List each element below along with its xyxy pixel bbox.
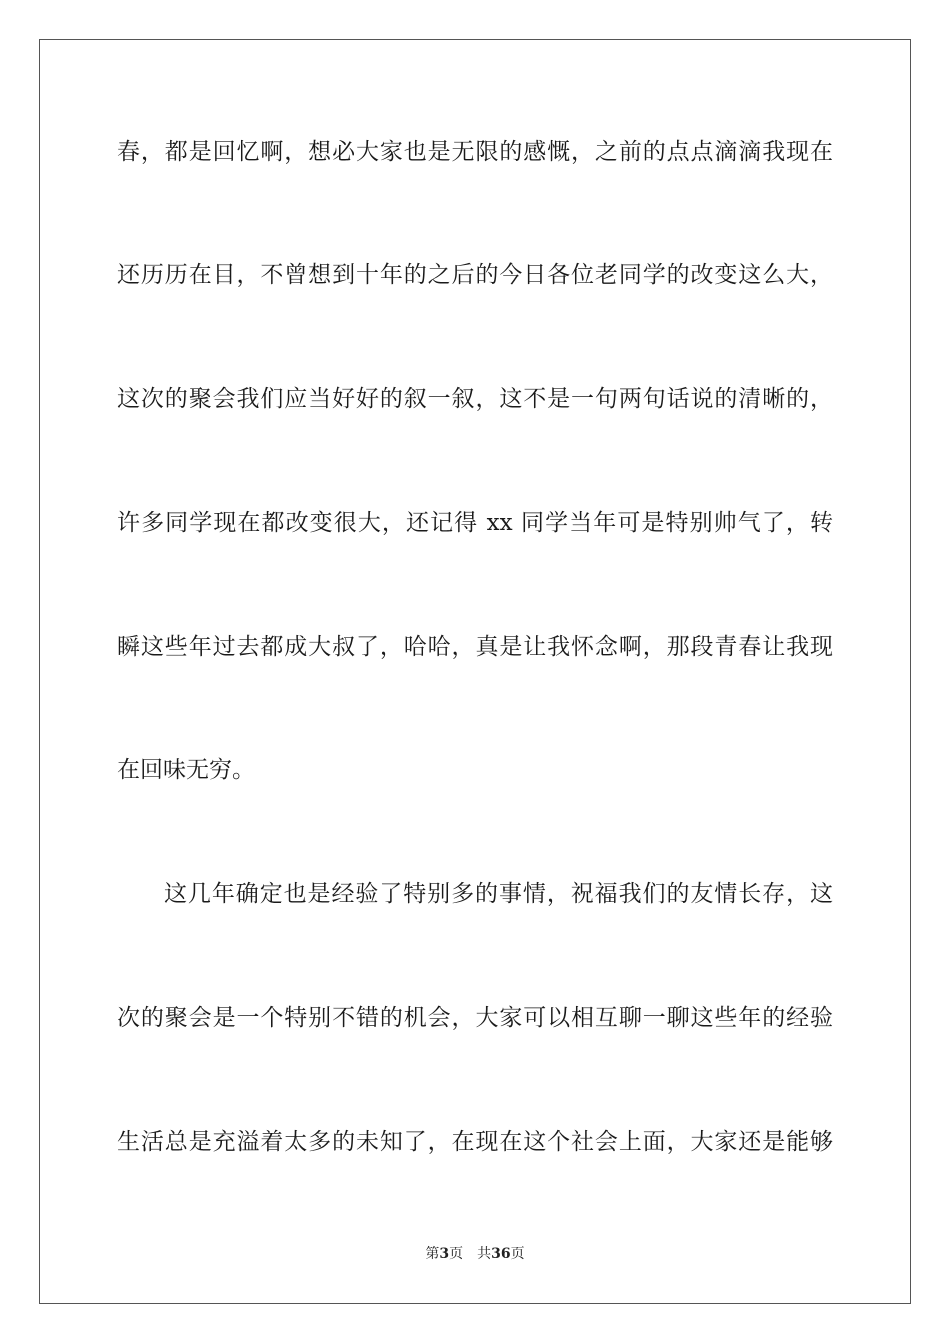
page-prefix: 第	[425, 1246, 440, 1262]
body-line-4: 许多同学现在都改变很大，还记得 xx 同学当年可是特别帅气了，转	[117, 510, 833, 536]
page-border	[39, 39, 911, 1304]
page-number: 3	[439, 1246, 450, 1262]
body-line-9: 生活总是充溢着太多的未知了，在现在这个社会上面，大家还是能够	[117, 1129, 833, 1155]
body-line-3: 这次的聚会我们应当好好的叙一叙，这不是一句两句话说的清晰的，	[117, 386, 833, 412]
total-pages: 36	[491, 1246, 511, 1262]
page-suffix: 页	[449, 1246, 464, 1262]
body-line-8: 次的聚会是一个特别不错的机会，大家可以相互聊一聊这些年的经验	[117, 1005, 833, 1031]
body-line-5: 瞬这些年过去都成大叔了，哈哈，真是让我怀念啊，那段青春让我现	[117, 634, 833, 660]
body-line-2: 还历历在目，不曾想到十年的之后的今日各位老同学的改变这么大，	[117, 262, 833, 288]
body-line-1: 春，都是回忆啊，想必大家也是无限的感慨，之前的点点滴滴我现在	[117, 139, 833, 165]
body-line-7: 这几年确定也是经验了特别多的事情，祝福我们的友情长存，这	[164, 881, 833, 907]
page-footer	[0, 1245, 950, 1263]
total-prefix: 共	[477, 1246, 492, 1262]
body-line-6: 在回味无穷。	[117, 757, 255, 783]
total-suffix: 页	[510, 1246, 525, 1262]
